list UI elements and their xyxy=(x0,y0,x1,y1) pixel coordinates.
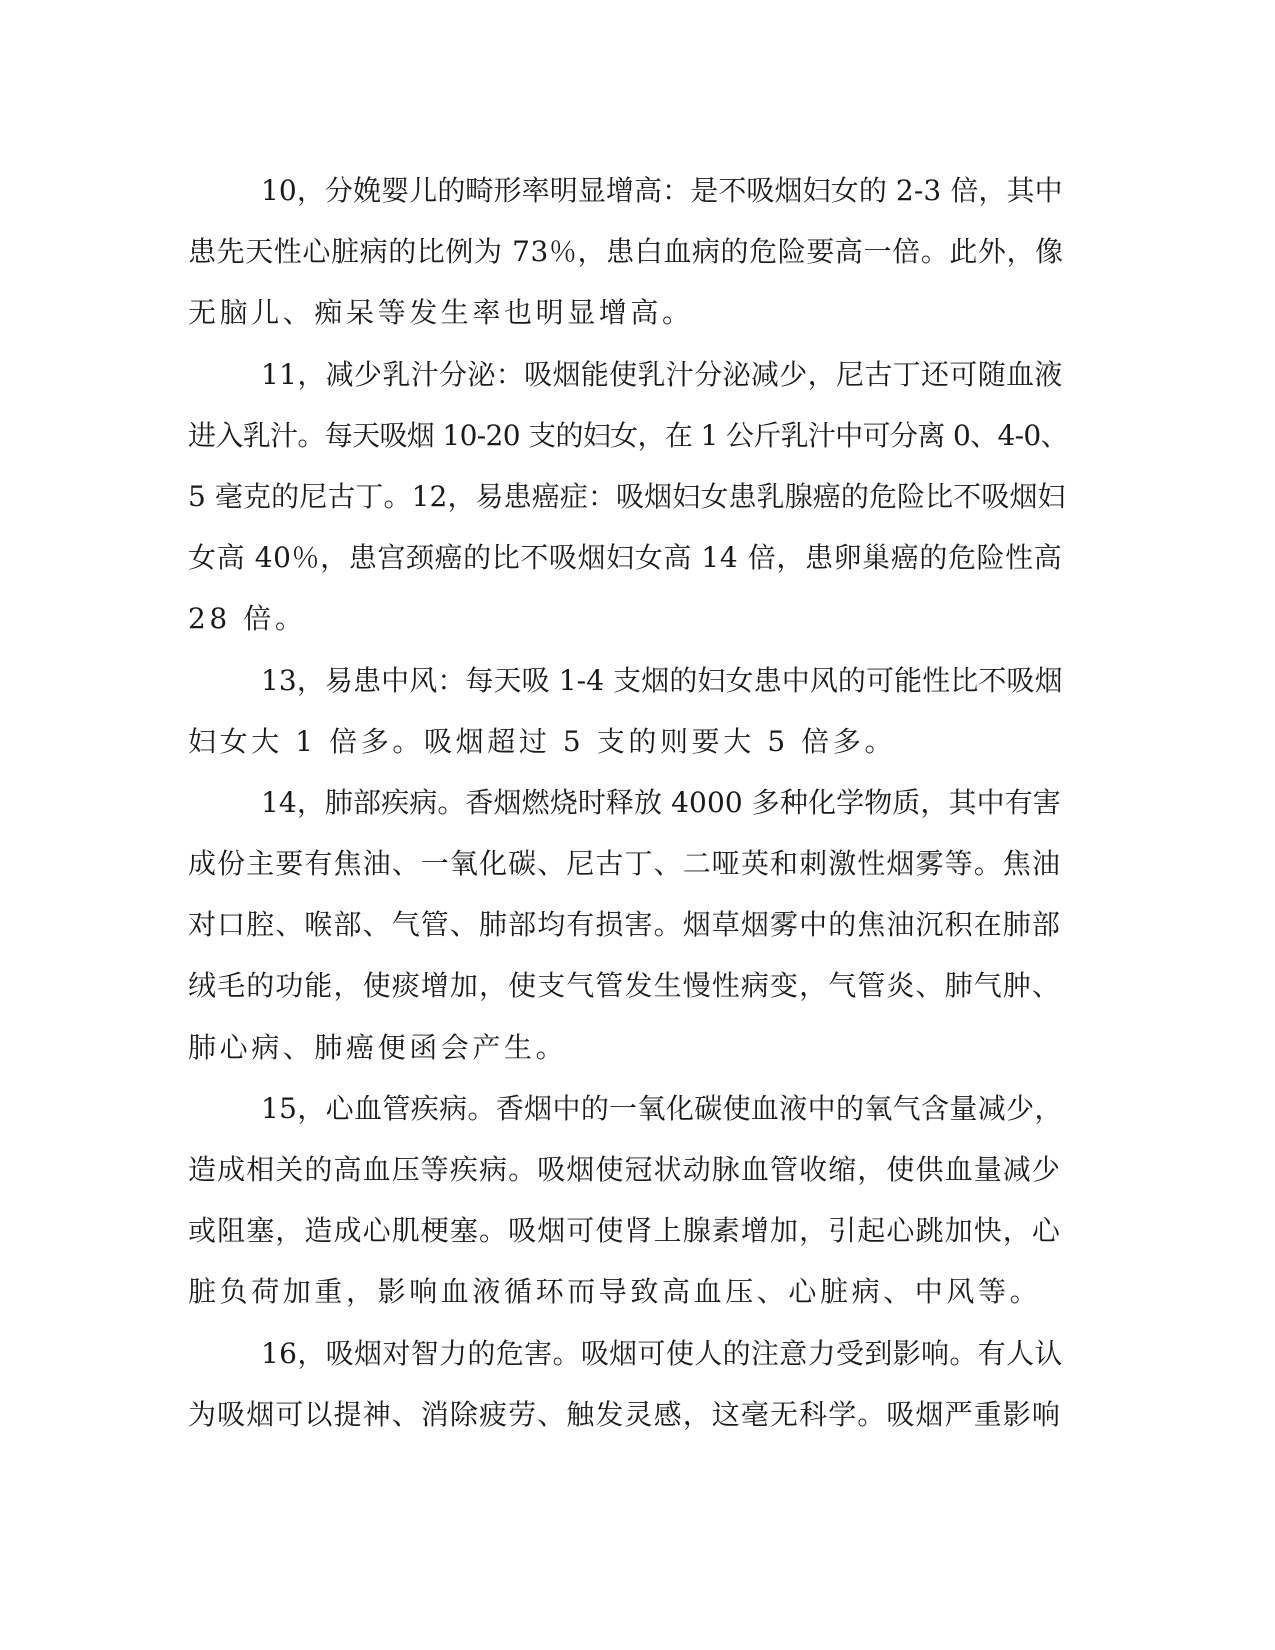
text-line: 16，吸烟对智力的危害。吸烟可使人的注意力受到影响。有人认 xyxy=(261,1336,1063,1370)
text-line: 10，分娩婴儿的畸形率明显增高：是不吸烟妇女的 2-3 倍，其中 xyxy=(261,174,1063,207)
text-line: 对口腔、喉部、气管、肺部均有损害。烟草烟雾中的焦油沉积在肺部 xyxy=(188,908,1062,942)
text-line: 妇女大 1 倍多。吸烟超过 5 支的则要大 5 倍多。 xyxy=(188,724,897,758)
text-line: 为吸烟可以提神、消除疲劳、触发灵感，这毫无科学。吸烟严重影响 xyxy=(188,1397,1062,1431)
text-line: 女高 40％，患宫颈癌的比不吸烟妇女高 14 倍，患卵巢癌的危险性高 xyxy=(188,541,1063,575)
text-line: 进入乳汁。每天吸烟 10-20 支的妇女，在 1 公斤乳汁中可分离 0、4-0、 xyxy=(188,418,1068,452)
text-line: 肺心病、肺癌便函会产生。 xyxy=(188,1030,568,1064)
text-line: 14，肺部疾病。香烟燃烧时释放 4000 多种化学物质，其中有害 xyxy=(261,785,1061,819)
text-line: 成份主要有焦油、一氧化碳、尼古丁、二哑英和刺激性烟雾等。焦油 xyxy=(188,847,1062,881)
body-text xyxy=(188,160,1068,1445)
text-line: 11，减少乳汁分泌：吸烟能使乳汁分泌减少，尼古丁还可随血液 xyxy=(261,357,1063,391)
text-line: 15，心血管疾病。香烟中的一氧化碳使血液中的氧气含量减少， xyxy=(261,1091,1063,1125)
text-line: 患先天性心脏病的比例为 73％，患白血病的危险要高一倍。此外，像 xyxy=(188,235,1064,269)
text-line: 5 毫克的尼古丁。12，易患癌症：吸烟妇女患乳腺癌的危险比不吸烟妇 xyxy=(188,479,1066,513)
text-line: 造成相关的高血压等疾病。吸烟使冠状动脉血管收缩，使供血量减少 xyxy=(188,1153,1062,1186)
text-line: 13，易患中风：每天吸 1-4 支烟的妇女患中风的可能性比不吸烟 xyxy=(261,663,1063,697)
text-line: 脏负荷加重，影响血液循环而导致高血压、心脏病、中风等。 xyxy=(188,1275,1042,1309)
text-line: 28 倍。 xyxy=(188,602,307,636)
text-line: 绒毛的功能，使痰增加，使支气管发生慢性病变，气管炎、肺气肿、 xyxy=(188,969,1062,1003)
text-line: 无脑儿、痴呆等发生率也明显增高。 xyxy=(188,296,694,330)
text-line: 或阻塞，造成心肌梗塞。吸烟可使肾上腺素增加，引起心跳加快，心 xyxy=(188,1214,1062,1248)
